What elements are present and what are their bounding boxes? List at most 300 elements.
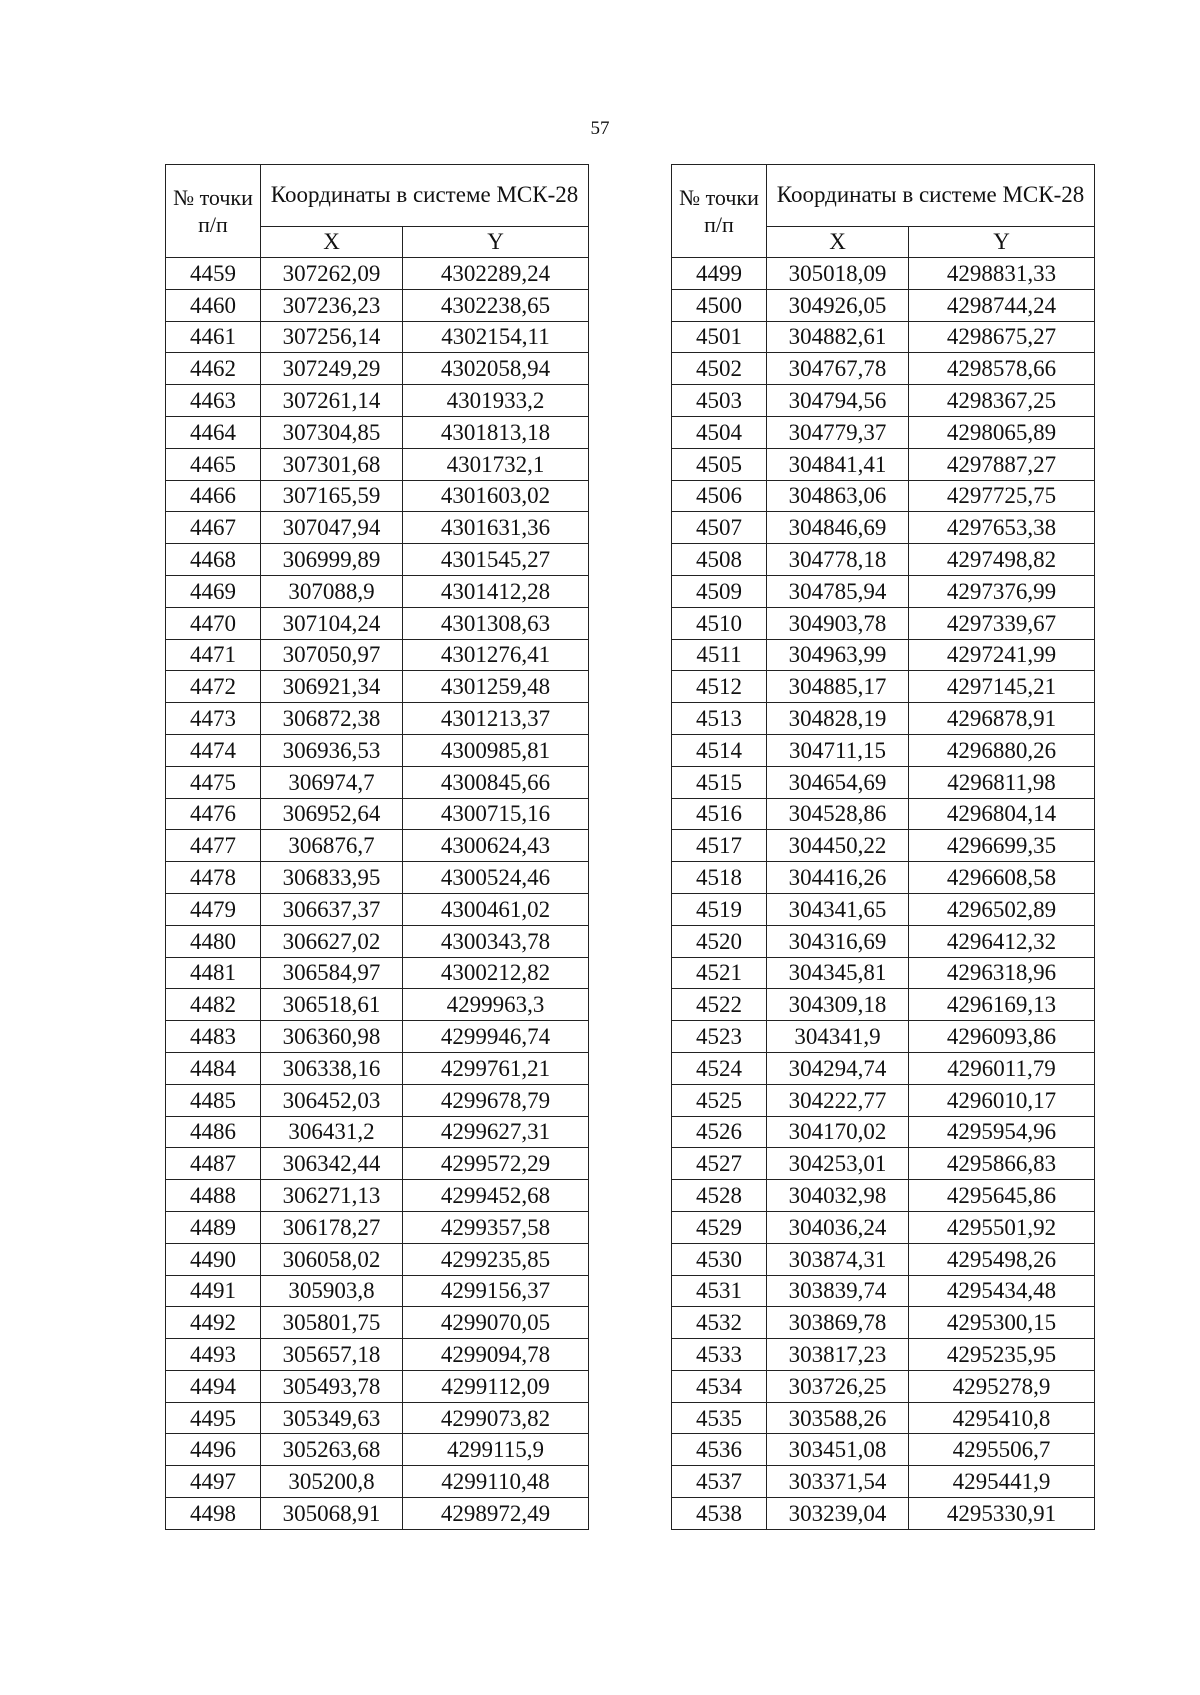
table-row bbox=[166, 1434, 589, 1466]
y-coordinate-cell: 4298367,25 bbox=[909, 385, 1095, 417]
point-number-cell: 4494 bbox=[166, 1370, 261, 1402]
point-number-cell: 4503 bbox=[672, 385, 767, 417]
y-coordinate-cell: 4300343,78 bbox=[403, 925, 589, 957]
table-row bbox=[166, 1339, 589, 1371]
x-coordinate-cell: 304711,15 bbox=[767, 734, 909, 766]
page-number: 57 bbox=[590, 118, 610, 139]
table-row bbox=[166, 353, 589, 385]
x-coordinate-cell: 304778,18 bbox=[767, 544, 909, 576]
x-coordinate-cell: 303874,31 bbox=[767, 1243, 909, 1275]
x-coordinate-cell: 306637,37 bbox=[261, 893, 403, 925]
point-number-cell: 4496 bbox=[166, 1434, 261, 1466]
x-coordinate-cell: 303371,54 bbox=[767, 1466, 909, 1498]
point-number-cell: 4475 bbox=[166, 766, 261, 798]
x-coordinate-cell: 304885,17 bbox=[767, 671, 909, 703]
table-row bbox=[672, 289, 1095, 321]
table-row bbox=[672, 798, 1095, 830]
y-coordinate-cell: 4300524,46 bbox=[403, 862, 589, 894]
y-coordinate-cell: 4296093,86 bbox=[909, 1021, 1095, 1053]
y-coordinate-cell: 4295645,86 bbox=[909, 1180, 1095, 1212]
x-coordinate-cell: 307304,85 bbox=[261, 416, 403, 448]
table-row bbox=[672, 512, 1095, 544]
x-coordinate-cell: 307301,68 bbox=[261, 448, 403, 480]
point-number-cell: 4525 bbox=[672, 1084, 767, 1116]
x-coordinate-cell: 307256,14 bbox=[261, 321, 403, 353]
y-coordinate-cell: 4298578,66 bbox=[909, 353, 1095, 385]
point-number-header bbox=[166, 165, 261, 258]
x-coordinate-cell: 307261,14 bbox=[261, 385, 403, 417]
table-row bbox=[166, 416, 589, 448]
point-number-cell: 4469 bbox=[166, 575, 261, 607]
coordinates-table-right bbox=[671, 164, 1095, 1530]
point-number-cell: 4474 bbox=[166, 734, 261, 766]
table-row bbox=[672, 1021, 1095, 1053]
y-coordinate-cell: 4295866,83 bbox=[909, 1148, 1095, 1180]
coordinates-header: Координаты в системе МСК-28 bbox=[261, 165, 589, 227]
x-coordinate-cell: 305801,75 bbox=[261, 1307, 403, 1339]
table-row bbox=[166, 830, 589, 862]
point-number-cell: 4465 bbox=[166, 448, 261, 480]
y-coordinate-cell: 4295506,7 bbox=[909, 1434, 1095, 1466]
table-row bbox=[672, 1243, 1095, 1275]
point-number-cell: 4513 bbox=[672, 703, 767, 735]
point-number-cell: 4484 bbox=[166, 1052, 261, 1084]
table-row bbox=[166, 703, 589, 735]
x-coordinate-cell: 304794,56 bbox=[767, 385, 909, 417]
table-row bbox=[166, 1370, 589, 1402]
point-number-cell: 4482 bbox=[166, 989, 261, 1021]
x-coordinate-cell: 304309,18 bbox=[767, 989, 909, 1021]
x-coordinate-cell: 304903,78 bbox=[767, 607, 909, 639]
y-coordinate-cell: 4301603,02 bbox=[403, 480, 589, 512]
table-row bbox=[672, 1466, 1095, 1498]
y-coordinate-cell: 4300624,43 bbox=[403, 830, 589, 862]
point-number-cell: 4520 bbox=[672, 925, 767, 957]
table-row bbox=[166, 1275, 589, 1307]
y-coordinate-cell: 4301732,1 bbox=[403, 448, 589, 480]
point-number-cell: 4483 bbox=[166, 1021, 261, 1053]
x-coordinate-cell: 306360,98 bbox=[261, 1021, 403, 1053]
x-coordinate-cell: 304341,65 bbox=[767, 893, 909, 925]
y-coordinate-cell: 4295235,95 bbox=[909, 1339, 1095, 1371]
table-row bbox=[672, 448, 1095, 480]
y-coordinate-cell: 4296011,79 bbox=[909, 1052, 1095, 1084]
x-coordinate-cell: 306178,27 bbox=[261, 1211, 403, 1243]
y-coordinate-cell: 4298972,49 bbox=[403, 1498, 589, 1530]
y-coordinate-cell: 4301213,37 bbox=[403, 703, 589, 735]
y-coordinate-cell: 4298675,27 bbox=[909, 321, 1095, 353]
point-number-cell: 4501 bbox=[672, 321, 767, 353]
point-number-cell: 4502 bbox=[672, 353, 767, 385]
table-row bbox=[672, 1275, 1095, 1307]
y-coordinate-cell: 4296318,96 bbox=[909, 957, 1095, 989]
table-row bbox=[672, 766, 1095, 798]
x-coordinate-cell: 307047,94 bbox=[261, 512, 403, 544]
point-number-cell: 4489 bbox=[166, 1211, 261, 1243]
point-number-cell: 4522 bbox=[672, 989, 767, 1021]
x-coordinate-cell: 304170,02 bbox=[767, 1116, 909, 1148]
point-number-cell: 4534 bbox=[672, 1370, 767, 1402]
point-number-cell: 4488 bbox=[166, 1180, 261, 1212]
table-row bbox=[672, 703, 1095, 735]
y-coordinate-cell: 4295410,8 bbox=[909, 1402, 1095, 1434]
point-number-cell: 4471 bbox=[166, 639, 261, 671]
point-number-cell: 4491 bbox=[166, 1275, 261, 1307]
table-row bbox=[166, 893, 589, 925]
x-coordinate-cell: 304882,61 bbox=[767, 321, 909, 353]
y-coordinate-cell: 4299963,3 bbox=[403, 989, 589, 1021]
table-row bbox=[672, 1434, 1095, 1466]
table-row bbox=[672, 416, 1095, 448]
table-row bbox=[166, 575, 589, 607]
point-number-cell: 4463 bbox=[166, 385, 261, 417]
y-coordinate-cell: 4297376,99 bbox=[909, 575, 1095, 607]
coordinates-header: Координаты в системе МСК-28 bbox=[767, 165, 1095, 227]
table-row bbox=[672, 639, 1095, 671]
y-coordinate-cell: 4296804,14 bbox=[909, 798, 1095, 830]
y-coordinate-cell: 4300715,16 bbox=[403, 798, 589, 830]
y-coordinate-cell: 4301631,36 bbox=[403, 512, 589, 544]
x-coordinate-cell: 304863,06 bbox=[767, 480, 909, 512]
y-coordinate-cell: 4301259,48 bbox=[403, 671, 589, 703]
y-coordinate-cell: 4299627,31 bbox=[403, 1116, 589, 1148]
x-coordinate-cell: 306342,44 bbox=[261, 1148, 403, 1180]
table-row bbox=[166, 258, 589, 290]
x-coordinate-cell: 306271,13 bbox=[261, 1180, 403, 1212]
x-coordinate-cell: 303239,04 bbox=[767, 1498, 909, 1530]
y-coordinate-cell: 4295441,9 bbox=[909, 1466, 1095, 1498]
table-row bbox=[166, 925, 589, 957]
table-row bbox=[672, 1084, 1095, 1116]
y-coordinate-cell: 4296412,32 bbox=[909, 925, 1095, 957]
x-coordinate-cell: 304253,01 bbox=[767, 1148, 909, 1180]
coordinates-table-left bbox=[165, 164, 589, 1530]
point-number-cell: 4529 bbox=[672, 1211, 767, 1243]
table-row bbox=[166, 1180, 589, 1212]
point-number-cell: 4498 bbox=[166, 1498, 261, 1530]
table-row bbox=[672, 1116, 1095, 1148]
point-number-cell: 4467 bbox=[166, 512, 261, 544]
point-number-cell: 4530 bbox=[672, 1243, 767, 1275]
x-coordinate-cell: 306584,97 bbox=[261, 957, 403, 989]
y-coordinate-cell: 4295954,96 bbox=[909, 1116, 1095, 1148]
x-coordinate-cell: 304926,05 bbox=[767, 289, 909, 321]
y-coordinate-cell: 4302058,94 bbox=[403, 353, 589, 385]
x-coordinate-cell: 303839,74 bbox=[767, 1275, 909, 1307]
y-coordinate-cell: 4296699,35 bbox=[909, 830, 1095, 862]
y-coordinate-cell: 4296878,91 bbox=[909, 703, 1095, 735]
table-row bbox=[166, 607, 589, 639]
point-number-cell: 4466 bbox=[166, 480, 261, 512]
point-number-cell: 4460 bbox=[166, 289, 261, 321]
point-number-header-label: № точки п/п bbox=[173, 184, 253, 237]
point-number-cell: 4535 bbox=[672, 1402, 767, 1434]
point-number-cell: 4538 bbox=[672, 1498, 767, 1530]
table-row bbox=[672, 957, 1095, 989]
point-number-cell: 4472 bbox=[166, 671, 261, 703]
x-coordinate-cell: 307088,9 bbox=[261, 575, 403, 607]
point-number-cell: 4521 bbox=[672, 957, 767, 989]
point-number-cell: 4517 bbox=[672, 830, 767, 862]
table-row bbox=[166, 671, 589, 703]
x-coordinate-cell: 305493,78 bbox=[261, 1370, 403, 1402]
table-row bbox=[672, 1498, 1095, 1530]
table-row bbox=[672, 1307, 1095, 1339]
table-row bbox=[166, 1052, 589, 1084]
x-coordinate-cell: 304316,69 bbox=[767, 925, 909, 957]
point-number-cell: 4485 bbox=[166, 1084, 261, 1116]
table-row bbox=[166, 289, 589, 321]
table-row bbox=[166, 1021, 589, 1053]
y-coordinate-cell: 4297339,67 bbox=[909, 607, 1095, 639]
table-row bbox=[672, 893, 1095, 925]
table-row bbox=[672, 544, 1095, 576]
table-body-left bbox=[166, 258, 589, 1530]
table-row bbox=[672, 1180, 1095, 1212]
x-coordinate-cell: 306876,7 bbox=[261, 830, 403, 862]
x-coordinate-cell: 304779,37 bbox=[767, 416, 909, 448]
x-coordinate-cell: 306833,95 bbox=[261, 862, 403, 894]
y-coordinate-cell: 4299070,05 bbox=[403, 1307, 589, 1339]
point-number-cell: 4499 bbox=[672, 258, 767, 290]
table-row bbox=[166, 512, 589, 544]
x-coordinate-cell: 305657,18 bbox=[261, 1339, 403, 1371]
y-coordinate-cell: 4297887,27 bbox=[909, 448, 1095, 480]
point-number-cell: 4505 bbox=[672, 448, 767, 480]
y-coordinate-cell: 4300461,02 bbox=[403, 893, 589, 925]
table-row bbox=[672, 1370, 1095, 1402]
x-coordinate-cell: 303726,25 bbox=[767, 1370, 909, 1402]
x-coordinate-cell: 306872,38 bbox=[261, 703, 403, 735]
point-number-cell: 4508 bbox=[672, 544, 767, 576]
x-coordinate-cell: 304036,24 bbox=[767, 1211, 909, 1243]
table-row bbox=[166, 989, 589, 1021]
y-coordinate-cell: 4299110,48 bbox=[403, 1466, 589, 1498]
point-number-cell: 4511 bbox=[672, 639, 767, 671]
table-row bbox=[672, 1148, 1095, 1180]
x-coordinate-cell: 304222,77 bbox=[767, 1084, 909, 1116]
point-number-cell: 4527 bbox=[672, 1148, 767, 1180]
point-number-cell: 4473 bbox=[166, 703, 261, 735]
table-row bbox=[166, 1307, 589, 1339]
point-number-cell: 4461 bbox=[166, 321, 261, 353]
x-coordinate-cell: 304032,98 bbox=[767, 1180, 909, 1212]
y-coordinate-cell: 4302289,24 bbox=[403, 258, 589, 290]
point-number-cell: 4477 bbox=[166, 830, 261, 862]
point-number-cell: 4532 bbox=[672, 1307, 767, 1339]
table-row bbox=[166, 1243, 589, 1275]
x-coordinate-cell: 307165,59 bbox=[261, 480, 403, 512]
table-row bbox=[672, 1052, 1095, 1084]
point-number-cell: 4459 bbox=[166, 258, 261, 290]
x-coordinate-cell: 307262,09 bbox=[261, 258, 403, 290]
y-coordinate-cell: 4296880,26 bbox=[909, 734, 1095, 766]
y-coordinate-cell: 4299572,29 bbox=[403, 1148, 589, 1180]
x-header: X bbox=[261, 226, 403, 257]
x-coordinate-cell: 306974,7 bbox=[261, 766, 403, 798]
y-coordinate-cell: 4295300,15 bbox=[909, 1307, 1095, 1339]
x-header: X bbox=[767, 226, 909, 257]
y-coordinate-cell: 4296169,13 bbox=[909, 989, 1095, 1021]
table-row bbox=[672, 830, 1095, 862]
point-number-cell: 4528 bbox=[672, 1180, 767, 1212]
y-coordinate-cell: 4298744,24 bbox=[909, 289, 1095, 321]
y-coordinate-cell: 4296608,58 bbox=[909, 862, 1095, 894]
point-number-header-label: № точки п/п bbox=[679, 184, 759, 237]
y-coordinate-cell: 4296010,17 bbox=[909, 1084, 1095, 1116]
point-number-cell: 4506 bbox=[672, 480, 767, 512]
point-number-cell: 4526 bbox=[672, 1116, 767, 1148]
x-coordinate-cell: 304341,9 bbox=[767, 1021, 909, 1053]
x-coordinate-cell: 307104,24 bbox=[261, 607, 403, 639]
point-number-cell: 4518 bbox=[672, 862, 767, 894]
y-coordinate-cell: 4301412,28 bbox=[403, 575, 589, 607]
y-coordinate-cell: 4300212,82 bbox=[403, 957, 589, 989]
y-coordinate-cell: 4296811,98 bbox=[909, 766, 1095, 798]
x-coordinate-cell: 305263,68 bbox=[261, 1434, 403, 1466]
y-coordinate-cell: 4302154,11 bbox=[403, 321, 589, 353]
y-coordinate-cell: 4301308,63 bbox=[403, 607, 589, 639]
table-body-right bbox=[672, 258, 1095, 1530]
x-coordinate-cell: 306936,53 bbox=[261, 734, 403, 766]
x-coordinate-cell: 305200,8 bbox=[261, 1466, 403, 1498]
point-number-cell: 4479 bbox=[166, 893, 261, 925]
y-coordinate-cell: 4295498,26 bbox=[909, 1243, 1095, 1275]
x-coordinate-cell: 306627,02 bbox=[261, 925, 403, 957]
point-number-cell: 4497 bbox=[166, 1466, 261, 1498]
y-coordinate-cell: 4298065,89 bbox=[909, 416, 1095, 448]
table-row bbox=[166, 798, 589, 830]
x-coordinate-cell: 303817,23 bbox=[767, 1339, 909, 1371]
y-coordinate-cell: 4297498,82 bbox=[909, 544, 1095, 576]
x-coordinate-cell: 304450,22 bbox=[767, 830, 909, 862]
point-number-cell: 4470 bbox=[166, 607, 261, 639]
table-row bbox=[672, 385, 1095, 417]
table-row bbox=[672, 607, 1095, 639]
table-row bbox=[166, 1466, 589, 1498]
table-row bbox=[672, 671, 1095, 703]
y-coordinate-cell: 4299235,85 bbox=[403, 1243, 589, 1275]
point-number-cell: 4464 bbox=[166, 416, 261, 448]
table-row bbox=[166, 1211, 589, 1243]
table-row bbox=[672, 734, 1095, 766]
point-number-cell: 4504 bbox=[672, 416, 767, 448]
point-number-cell: 4478 bbox=[166, 862, 261, 894]
point-number-cell: 4487 bbox=[166, 1148, 261, 1180]
point-number-cell: 4495 bbox=[166, 1402, 261, 1434]
y-coordinate-cell: 4299112,09 bbox=[403, 1370, 589, 1402]
y-coordinate-cell: 4297145,21 bbox=[909, 671, 1095, 703]
x-coordinate-cell: 307050,97 bbox=[261, 639, 403, 671]
point-number-cell: 4512 bbox=[672, 671, 767, 703]
x-coordinate-cell: 304345,81 bbox=[767, 957, 909, 989]
x-coordinate-cell: 305068,91 bbox=[261, 1498, 403, 1530]
table-row bbox=[166, 385, 589, 417]
y-coordinate-cell: 4295278,9 bbox=[909, 1370, 1095, 1402]
x-coordinate-cell: 307236,23 bbox=[261, 289, 403, 321]
point-number-cell: 4462 bbox=[166, 353, 261, 385]
x-coordinate-cell: 304846,69 bbox=[767, 512, 909, 544]
x-coordinate-cell: 305903,8 bbox=[261, 1275, 403, 1307]
point-number-cell: 4476 bbox=[166, 798, 261, 830]
x-coordinate-cell: 306952,64 bbox=[261, 798, 403, 830]
table-row bbox=[166, 1116, 589, 1148]
point-number-cell: 4493 bbox=[166, 1339, 261, 1371]
x-coordinate-cell: 306921,34 bbox=[261, 671, 403, 703]
table-row bbox=[672, 989, 1095, 1021]
y-coordinate-cell: 4299094,78 bbox=[403, 1339, 589, 1371]
x-coordinate-cell: 303869,78 bbox=[767, 1307, 909, 1339]
table-row bbox=[672, 353, 1095, 385]
table-row bbox=[166, 957, 589, 989]
x-coordinate-cell: 304767,78 bbox=[767, 353, 909, 385]
y-coordinate-cell: 4295330,91 bbox=[909, 1498, 1095, 1530]
x-coordinate-cell: 306338,16 bbox=[261, 1052, 403, 1084]
point-number-cell: 4480 bbox=[166, 925, 261, 957]
x-coordinate-cell: 304416,26 bbox=[767, 862, 909, 894]
y-coordinate-cell: 4299678,79 bbox=[403, 1084, 589, 1116]
table-row bbox=[672, 1402, 1095, 1434]
point-number-cell: 4490 bbox=[166, 1243, 261, 1275]
point-number-cell: 4537 bbox=[672, 1466, 767, 1498]
point-number-cell: 4510 bbox=[672, 607, 767, 639]
table-row bbox=[672, 925, 1095, 957]
x-coordinate-cell: 305349,63 bbox=[261, 1402, 403, 1434]
x-coordinate-cell: 306431,2 bbox=[261, 1116, 403, 1148]
y-coordinate-cell: 4296502,89 bbox=[909, 893, 1095, 925]
point-number-cell: 4514 bbox=[672, 734, 767, 766]
point-number-cell: 4515 bbox=[672, 766, 767, 798]
point-number-cell: 4519 bbox=[672, 893, 767, 925]
point-number-header bbox=[672, 165, 767, 258]
y-coordinate-cell: 4295434,48 bbox=[909, 1275, 1095, 1307]
table-row bbox=[166, 862, 589, 894]
x-coordinate-cell: 304963,99 bbox=[767, 639, 909, 671]
point-number-cell: 4516 bbox=[672, 798, 767, 830]
table-row bbox=[166, 734, 589, 766]
x-coordinate-cell: 305018,09 bbox=[767, 258, 909, 290]
y-coordinate-cell: 4299946,74 bbox=[403, 1021, 589, 1053]
table-row bbox=[166, 1148, 589, 1180]
y-coordinate-cell: 4297241,99 bbox=[909, 639, 1095, 671]
table-row bbox=[166, 1084, 589, 1116]
table-row bbox=[166, 1402, 589, 1434]
point-number-cell: 4509 bbox=[672, 575, 767, 607]
y-coordinate-cell: 4299761,21 bbox=[403, 1052, 589, 1084]
y-coordinate-cell: 4299115,9 bbox=[403, 1434, 589, 1466]
y-coordinate-cell: 4299357,58 bbox=[403, 1211, 589, 1243]
y-coordinate-cell: 4299452,68 bbox=[403, 1180, 589, 1212]
table-row bbox=[166, 448, 589, 480]
table-row bbox=[166, 544, 589, 576]
y-coordinate-cell: 4300845,66 bbox=[403, 766, 589, 798]
point-number-cell: 4536 bbox=[672, 1434, 767, 1466]
point-number-cell: 4492 bbox=[166, 1307, 261, 1339]
y-coordinate-cell: 4300985,81 bbox=[403, 734, 589, 766]
point-number-cell: 4500 bbox=[672, 289, 767, 321]
table-row bbox=[672, 1339, 1095, 1371]
table-row bbox=[166, 639, 589, 671]
table-row bbox=[166, 480, 589, 512]
table-row bbox=[672, 480, 1095, 512]
y-coordinate-cell: 4297653,38 bbox=[909, 512, 1095, 544]
x-coordinate-cell: 306058,02 bbox=[261, 1243, 403, 1275]
x-coordinate-cell: 306452,03 bbox=[261, 1084, 403, 1116]
table-row bbox=[166, 321, 589, 353]
table-row bbox=[166, 1498, 589, 1530]
point-number-cell: 4533 bbox=[672, 1339, 767, 1371]
y-coordinate-cell: 4297725,75 bbox=[909, 480, 1095, 512]
